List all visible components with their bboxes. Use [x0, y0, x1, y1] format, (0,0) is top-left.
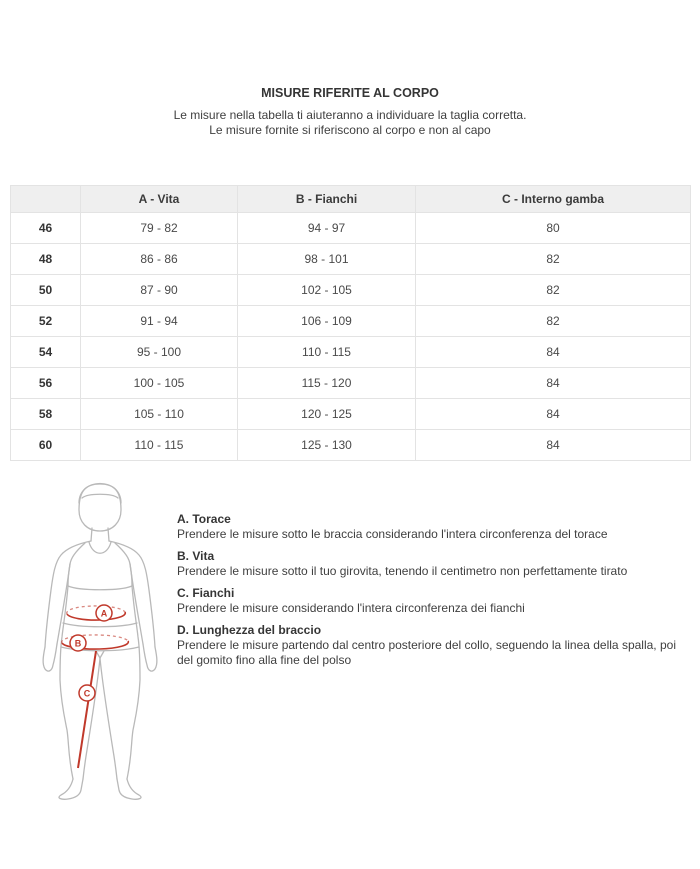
body-figure-illustration: [25, 465, 195, 805]
table-row: [11, 244, 691, 275]
measurement-marks: [62, 605, 129, 768]
size-table-body: [11, 213, 691, 461]
table-row: [11, 213, 691, 244]
guide-text: Prendere le misure sotto il tuo girovita, tenendo il centimetro non perfettamente tirato: [177, 564, 628, 578]
size-cell: 48: [11, 244, 81, 275]
fianchi-cell: 110 - 115: [238, 337, 416, 368]
vita-cell: 79 - 82: [81, 213, 238, 244]
fianchi-cell: 115 - 120: [238, 368, 416, 399]
fianchi-cell: 94 - 97: [238, 213, 416, 244]
fianchi-cell: 102 - 105: [238, 275, 416, 306]
page-header: [0, 86, 700, 138]
fianchi-cell: 120 - 125: [238, 399, 416, 430]
vita-cell: 86 - 86: [81, 244, 238, 275]
body-measurement-figure: [25, 465, 195, 805]
table-header-row: [11, 186, 691, 213]
guide-text: Prendere le misure considerando l'intera circonferenza dei fianchi: [177, 601, 525, 615]
size-cell: 50: [11, 275, 81, 306]
interno-gamba-cell: 84: [416, 337, 691, 368]
subtitle-line-2: Le misure fornite si riferiscono al corpo e non al capo: [209, 123, 491, 137]
vita-cell: 91 - 94: [81, 306, 238, 337]
header-cell-interno-gamba: C - Interno gamba: [416, 186, 691, 213]
measurement-guide: [177, 512, 692, 675]
page-title: MISURE RIFERITE AL CORPO: [261, 86, 439, 100]
guide-heading: D. Lunghezza del braccio: [177, 623, 322, 637]
interno-gamba-cell: 84: [416, 368, 691, 399]
fianchi-cell: 106 - 109: [238, 306, 416, 337]
guide-heading: B. Vita: [177, 549, 215, 563]
size-cell: 60: [11, 430, 81, 461]
guide-section-lunghezza-braccio: [177, 623, 692, 668]
guide-text: Prendere le misure partendo dal centro posteriore del collo, seguendo la linea della spalla, poi del gomito fino alla fine del polso: [177, 638, 676, 667]
vita-cell: 110 - 115: [81, 430, 238, 461]
size-cell: 52: [11, 306, 81, 337]
interno-gamba-cell: 80: [416, 213, 691, 244]
table-row: [11, 368, 691, 399]
header-cell-fianchi: B - Fianchi: [238, 186, 416, 213]
size-cell: 56: [11, 368, 81, 399]
header-cell-vita: A - Vita: [81, 186, 238, 213]
table-row: [11, 399, 691, 430]
marker-b-badge: [70, 635, 86, 651]
interno-gamba-cell: 84: [416, 399, 691, 430]
figure-hair: [79, 484, 121, 504]
guide-section-torace: [177, 512, 692, 542]
marker-a-badge: [96, 605, 112, 621]
marker-a-label: A: [100, 608, 108, 619]
interno-gamba-cell: 82: [416, 306, 691, 337]
interno-gamba-cell: 82: [416, 275, 691, 306]
table-row: [11, 275, 691, 306]
table-row: [11, 430, 691, 461]
subtitle-line-1: Le misure nella tabella ti aiuteranno a individuare la taglia corretta.: [173, 108, 527, 122]
table-row: [11, 306, 691, 337]
vita-cell: 95 - 100: [81, 337, 238, 368]
size-cell: 58: [11, 399, 81, 430]
size-cell: 46: [11, 213, 81, 244]
guide-heading: A. Torace: [177, 512, 231, 526]
figure-hair-fringe: [82, 494, 118, 498]
guide-section-fianchi: [177, 586, 692, 616]
interno-gamba-cell: 84: [416, 430, 691, 461]
vita-cell: 87 - 90: [81, 275, 238, 306]
table-row: [11, 337, 691, 368]
vita-cell: 100 - 105: [81, 368, 238, 399]
marker-c-label: C: [83, 688, 91, 699]
interno-gamba-cell: 82: [416, 244, 691, 275]
vita-cell: 105 - 110: [81, 399, 238, 430]
fianchi-cell: 98 - 101: [238, 244, 416, 275]
marker-b-label: B: [74, 638, 82, 649]
size-table: [10, 185, 691, 461]
size-cell: 54: [11, 337, 81, 368]
header-cell-size: [11, 186, 81, 213]
figure-head: [79, 484, 121, 531]
fianchi-cell: 125 - 130: [238, 430, 416, 461]
guide-section-vita: [177, 549, 692, 579]
marker-c-badge: [79, 685, 95, 701]
guide-text: Prendere le misure sotto le braccia considerando l'intera circonferenza del torace: [177, 527, 608, 541]
size-table-header: [11, 186, 691, 213]
guide-heading: C. Fianchi: [177, 586, 235, 600]
